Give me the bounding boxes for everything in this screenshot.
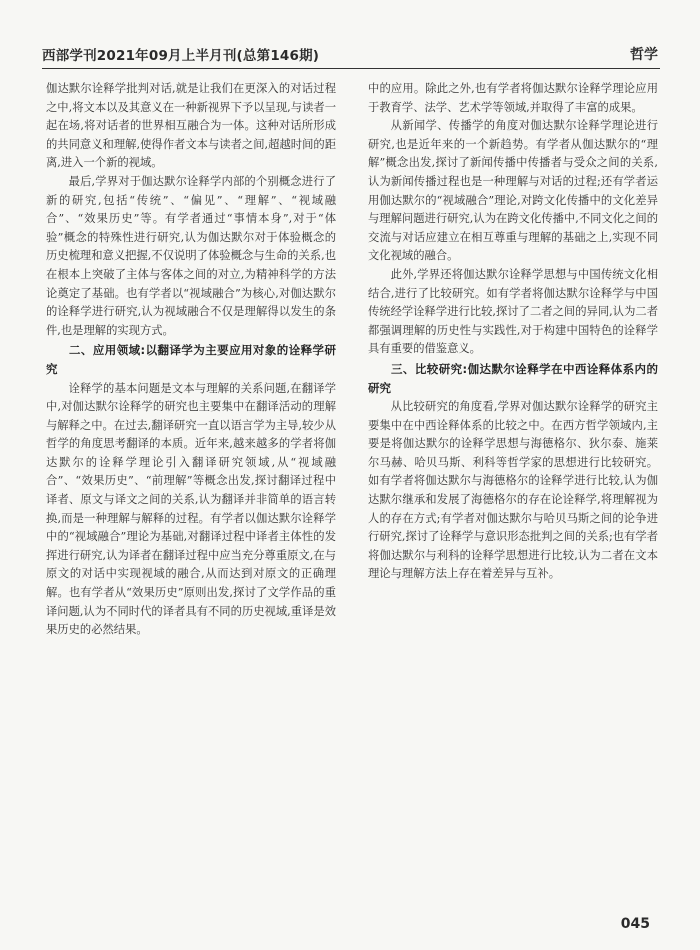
section-heading: 三、比较研究:伽达默尔诠释学在中西诠释体系内的研究 [368, 361, 658, 395]
paragraph: 从比较研究的角度看,学界对伽达默尔诠释学的研究主要集中在中西诠释体系的比较之中。在西方哲学领域内,主要是将伽达默尔的诠释学思想与海德格尔、狄尔泰、施莱尔马赫、哈贝马斯、利科等哲学家的思想进行比较研究。如有学者将伽达默尔与海德格尔的诠释学进行比较,认为伽达默尔继承和发展了海德格尔的存在论诠释学,将理解视为人的存在方式;有学者对伽达默尔与哈贝马斯之间的论争进行研究,探讨了诠释学与意识形态批判之间的关系;也有学者将伽达默尔与利科的诠释学思想进行比较,认为二者在文本理论与理解方法上存在着差异与互补。 [368, 400, 658, 581]
page-number: 045 [620, 916, 650, 932]
paragraph: 中的应用。除此之外,也有学者将伽达默尔诠释学理论应用于教育学、法学、艺术学等领域,并取得了丰富的成果。 [368, 82, 658, 114]
right-column [368, 80, 658, 910]
paragraph: 诠释学的基本问题是文本与理解的关系问题,在翻译学中,对伽达默尔诠释学的研究也主要集中在翻译活动的理解与解释之中。在过去,翻译研究一直以语言学为主导,较少从哲学的角度思考翻译的本质。近年来,越来越多的学者将伽达默尔的诠释学理论引入翻译研究领域,从“视域融合”、“效果历史”、“前理解”等概念出发,探讨翻译过程中译者、原文与译文之间的关系,认为翻译并非简单的语言转换,而是一种理解与解释的过程。有学者以伽达默尔诠释学中的“视域融合”理论为基础,对翻译过程中译者主体性的发挥进行研究,认为译者在翻译过程中应当充分尊重原文,在与原文的对话中实现视域的融合,从而达到对原文的正确理解。也有学者从“效果历史”原则出发,探讨了文学作品的重译问题,认为不同时代的译者具有不同的历史视域,重译是效果历史的必然结果。 [46, 381, 336, 637]
left-column [46, 80, 336, 910]
paragraph: 最后,学界对于伽达默尔诠释学内部的个别概念进行了新的研究,包括“传统”、“偏见”、“理解”、“视域融合”、“效果历史”等。有学者通过“事情本身”,对于“体验”概念的特殊性进行研究,认为伽达默尔对于体验概念的历史梳理和意义把握,不仅说明了体验概念与生命的关系,也在根本上突破了主体与客体之间的对立,为精神科学的方法论奠定了基础。也有学者以“视域融合”为核心,对伽达默尔的诠释学进行研究,认为视域融合不仅是理解得以发生的条件,也是理解的实现方式。 [46, 174, 336, 337]
section-label: 哲学 [630, 47, 658, 63]
paragraph: 此外,学界还将伽达默尔诠释学思想与中国传统文化相结合,进行了比较研究。如有学者将伽达默尔诠释学与中国传统经学诠释学进行比较,探讨了二者之间的异同,认为二者都强调理解的历史性与实践性,对于构建中国特色的诠释学具有重要的借鉴意义。 [368, 267, 658, 356]
header-rule [42, 68, 660, 69]
paragraph: 从新闻学、传播学的角度对伽达默尔诠释学理论进行研究,也是近年来的一个新趋势。有学者从伽达默尔的“理解”概念出发,探讨了新闻传播中传播者与受众之间的关系,认为新闻传播过程也是一种理解与对话的过程;还有学者运用伽达默尔的“视域融合”理论,对跨文化传播中的文化差异与理解问题进行研究,认为在跨文化传播中,不同文化之间的交流与对话应建立在相互尊重与理解的基础之上,实现不同文化视域的融合。 [368, 119, 658, 263]
paragraph: 伽达默尔诠释学批判对话,就是让我们在更深入的对话过程之中,将文本以及其意义在一种新视界下予以呈现,与读者一起在场,将对话者的世界相互融合为一体。这种对话所形成的共同意义和理解,使得作者文本与读者之间,超越时间的距离,进入一个新的视域。 [46, 82, 336, 170]
journal-masthead: 西部学刊2021年09月上半月刊(总第146期) [42, 48, 320, 64]
page-header [42, 44, 660, 66]
section-heading: 二、应用领域:以翻译学为主要应用对象的诠释学研究 [46, 343, 336, 376]
